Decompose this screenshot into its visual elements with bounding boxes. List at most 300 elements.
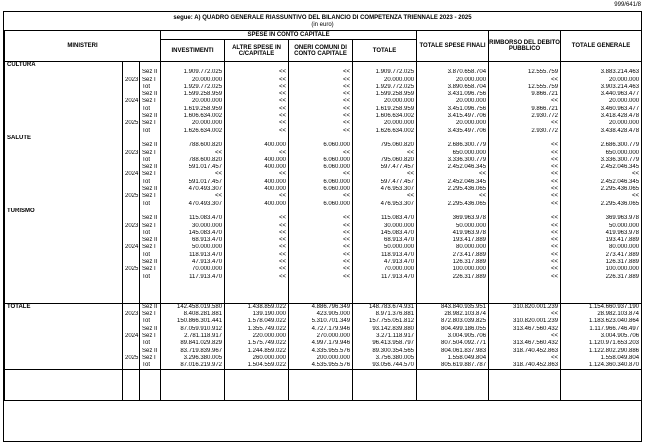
value-cell: << [225, 128, 289, 135]
empty-cell [123, 296, 140, 304]
value-cell: 150.866.301.441 [161, 318, 225, 325]
section-cell [140, 62, 161, 70]
value-cell: << [289, 91, 353, 98]
value-cell: 1.504.559.022 [225, 362, 289, 370]
value-cell: 126.317.889 [417, 259, 489, 266]
year-cell [123, 142, 140, 149]
value-cell: 1.244.859.022 [225, 348, 289, 355]
empty-cell [561, 288, 642, 295]
page-number: 999/641/8 [614, 2, 641, 8]
value-cell: 872.803.039.825 [417, 318, 489, 325]
ministero-cell [5, 164, 123, 171]
value-cell: << [489, 150, 561, 157]
value-cell: 1.619.258.959 [161, 106, 225, 113]
table-row [5, 69, 642, 76]
year-cell [123, 318, 140, 325]
value-cell: 400.000 [225, 186, 289, 193]
value-cell: 788.600.820 [161, 142, 225, 149]
value-cell: 795.060.820 [353, 142, 417, 149]
value-cell: 3.451.096.756 [417, 106, 489, 113]
value-cell: 93.056.744.570 [353, 362, 417, 370]
value-cell: 87.059.910.912 [161, 326, 225, 333]
ministero-cell [5, 333, 123, 340]
value-cell: 476.953.307 [353, 186, 417, 193]
section-cell: Sez I [140, 193, 161, 200]
table-row [5, 208, 642, 215]
header-spese-capitale: SPESE IN CONTO CAPITALE [161, 31, 417, 40]
year-cell [123, 348, 140, 355]
value-cell [225, 208, 289, 215]
value-cell: 80.000.000 [561, 244, 642, 251]
ministero-cell [5, 230, 123, 237]
year-cell: 2023 [123, 77, 140, 84]
spacer-row [5, 392, 642, 400]
empty-cell [489, 370, 561, 378]
table-row [5, 326, 642, 333]
value-cell: 804.061.837.983 [417, 348, 489, 355]
year-cell: 2024 [123, 98, 140, 105]
empty-cell [5, 385, 123, 392]
empty-cell [5, 378, 123, 385]
value-cell: 148.783.674.931 [353, 303, 417, 311]
value-cell: << [489, 266, 561, 273]
value-cell: 2.686.300.779 [417, 142, 489, 149]
header-ministeri: MINISTERI [5, 31, 161, 62]
year-cell: 2023 [123, 150, 140, 157]
ministero-cell [5, 193, 123, 200]
empty-cell [5, 370, 123, 378]
ministero-cell [5, 259, 123, 266]
value-cell: 50.000.000 [161, 244, 225, 251]
value-cell [417, 62, 489, 70]
value-cell: 476.953.307 [353, 201, 417, 208]
value-cell: 470.493.307 [161, 201, 225, 208]
value-cell: 2.781.118.917 [161, 333, 225, 340]
table-body-totale [5, 303, 642, 400]
value-cell: 50.000.000 [417, 223, 489, 230]
value-cell: << [417, 171, 489, 178]
value-cell: << [489, 237, 561, 244]
value-cell: 139.190.000 [225, 311, 289, 318]
value-cell [489, 208, 561, 215]
value-cell: 1.909.772.025 [161, 69, 225, 76]
value-cell: << [289, 252, 353, 259]
value-cell: 89.300.354.565 [353, 348, 417, 355]
value-cell: 70.000.000 [353, 266, 417, 273]
value-cell: 1.558.049.804 [417, 355, 489, 362]
empty-cell [353, 370, 417, 378]
empty-cell [140, 392, 161, 400]
year-cell: 2023 [123, 223, 140, 230]
section-cell: Sez I [140, 120, 161, 127]
section-cell: Sez II [140, 186, 161, 193]
empty-cell [161, 370, 225, 378]
value-cell: << [289, 128, 353, 135]
ministero-cell: CULTURA [5, 62, 123, 70]
value-cell: 4.535.955.576 [289, 362, 353, 370]
spacer-row [5, 288, 642, 295]
table-row [5, 106, 642, 113]
value-cell: 3.418.428.478 [561, 113, 642, 120]
year-cell [123, 128, 140, 135]
value-cell: 6.060.000 [289, 186, 353, 193]
ministero-cell [5, 91, 123, 98]
value-cell: 3.883.214.463 [561, 69, 642, 76]
value-cell: 126.317.889 [561, 259, 642, 266]
value-cell: << [289, 215, 353, 222]
empty-cell [123, 288, 140, 295]
value-cell: 313.467.560.432 [489, 340, 561, 347]
value-cell [489, 62, 561, 70]
value-cell: 28.982.103.874 [561, 311, 642, 318]
value-cell: 83.719.839.967 [161, 348, 225, 355]
value-cell: 1.558.049.804 [561, 355, 642, 362]
value-cell: 3.435.497.706 [417, 128, 489, 135]
value-cell: << [489, 77, 561, 84]
value-cell: 20.000.000 [561, 120, 642, 127]
header-totale: TOTALE [353, 40, 417, 62]
section-cell: Tot [140, 274, 161, 281]
value-cell: 87.016.219.972 [161, 362, 225, 370]
value-cell: << [289, 244, 353, 251]
section-cell: Sez I [140, 266, 161, 273]
empty-cell [161, 385, 225, 392]
ministero-cell [5, 77, 123, 84]
value-cell: << [489, 186, 561, 193]
section-cell: Sez I [140, 355, 161, 362]
table-row [5, 98, 642, 105]
empty-cell [353, 385, 417, 392]
value-cell: << [289, 106, 353, 113]
value-cell: << [289, 193, 353, 200]
year-cell [123, 237, 140, 244]
value-cell [561, 208, 642, 215]
value-cell: << [225, 77, 289, 84]
empty-cell [417, 296, 489, 304]
value-cell: 118.913.470 [353, 252, 417, 259]
empty-cell [140, 281, 161, 288]
value-cell: << [225, 274, 289, 281]
table-row [5, 340, 642, 347]
value-cell: 470.493.307 [161, 186, 225, 193]
value-cell: 6.060.000 [289, 201, 353, 208]
value-cell: << [225, 223, 289, 230]
year-cell [123, 84, 140, 91]
value-cell: << [225, 171, 289, 178]
value-cell: 12.555.759 [489, 84, 561, 91]
table-row [5, 193, 642, 200]
section-cell: Tot [140, 157, 161, 164]
value-cell: 157.755.051.812 [353, 318, 417, 325]
empty-cell [225, 296, 289, 304]
value-cell: 1.355.749.022 [225, 326, 289, 333]
empty-cell [489, 281, 561, 288]
empty-cell [123, 385, 140, 392]
empty-cell [289, 288, 353, 295]
empty-cell [161, 392, 225, 400]
value-cell [161, 135, 225, 142]
ministero-cell [5, 215, 123, 222]
year-cell [123, 157, 140, 164]
section-cell: Tot [140, 201, 161, 208]
value-cell: 70.000.000 [161, 266, 225, 273]
header-investimenti: INVESTIMENTI [161, 40, 225, 62]
value-cell: 1.117.966.746.497 [561, 326, 642, 333]
value-cell: << [353, 193, 417, 200]
value-cell: 419.963.978 [417, 230, 489, 237]
empty-cell [289, 370, 353, 378]
value-cell: 20.000.000 [417, 120, 489, 127]
value-cell: 1.154.660.937.190 [561, 303, 642, 311]
value-cell: 20.000.000 [161, 77, 225, 84]
section-cell: Tot [140, 362, 161, 370]
value-cell: << [225, 259, 289, 266]
section-cell: Sez II [140, 91, 161, 98]
section-cell: Sez I [140, 333, 161, 340]
empty-cell [417, 370, 489, 378]
value-cell: << [225, 193, 289, 200]
value-cell: 310.820.001.239 [489, 303, 561, 311]
ministero-cell [5, 179, 123, 186]
value-cell [489, 135, 561, 142]
ministero-cell [5, 157, 123, 164]
value-cell: << [225, 230, 289, 237]
document-subtitle: (in euro) [311, 22, 334, 28]
value-cell: 1.626.634.002 [161, 128, 225, 135]
empty-cell [353, 281, 417, 288]
empty-cell [561, 370, 642, 378]
header-rimborso: RIMBORSO DEL DEBITO PUBBLICO [489, 31, 561, 62]
section-cell: Sez II [140, 237, 161, 244]
empty-cell [289, 296, 353, 304]
value-cell: 650.000.000 [417, 150, 489, 157]
ministero-cell [5, 106, 123, 113]
section-cell: Tot [140, 230, 161, 237]
table-row [5, 62, 642, 70]
empty-cell [289, 392, 353, 400]
table-row [5, 91, 642, 98]
section-cell: Tot [140, 252, 161, 259]
value-cell: << [161, 193, 225, 200]
value-cell: << [225, 91, 289, 98]
ministero-cell [5, 223, 123, 230]
value-cell [289, 208, 353, 215]
table-row [5, 179, 642, 186]
value-cell: 1.120.971.653.203 [561, 340, 642, 347]
value-cell: 1.575.749.022 [225, 340, 289, 347]
spacer-row [5, 296, 642, 304]
value-cell: 115.083.470 [353, 215, 417, 222]
value-cell: 400.000 [225, 179, 289, 186]
table-row [5, 311, 642, 318]
table-row [5, 237, 642, 244]
value-cell: 260.000.000 [225, 355, 289, 362]
ministero-cell [5, 150, 123, 157]
value-cell: 2.295.436.065 [561, 186, 642, 193]
value-cell: 28.982.103.874 [417, 311, 489, 318]
ministero-cell [5, 340, 123, 347]
value-cell: 118.913.470 [161, 252, 225, 259]
value-cell: 1.124.360.340.870 [561, 362, 642, 370]
value-cell: << [289, 84, 353, 91]
value-cell [417, 135, 489, 142]
header-totale-finali: TOTALE SPESE FINALI [417, 31, 489, 62]
year-cell [123, 106, 140, 113]
ministero-cell: TOTALE [5, 303, 123, 311]
value-cell: 3.296.380.005 [161, 355, 225, 362]
value-cell: 591.017.457 [161, 164, 225, 171]
empty-cell [5, 296, 123, 304]
empty-cell [161, 296, 225, 304]
table-row [5, 171, 642, 178]
value-cell [161, 208, 225, 215]
value-cell: << [289, 150, 353, 157]
value-cell: 804.499.186.055 [417, 326, 489, 333]
value-cell: << [225, 150, 289, 157]
value-cell: 2.295.436.065 [417, 201, 489, 208]
empty-cell [123, 370, 140, 378]
value-cell: 20.000.000 [417, 98, 489, 105]
value-cell: << [489, 223, 561, 230]
value-cell: 400.000 [225, 164, 289, 171]
value-cell: 6.060.000 [289, 157, 353, 164]
empty-cell [225, 392, 289, 400]
value-cell: 1.619.258.959 [353, 106, 417, 113]
empty-cell [489, 288, 561, 295]
value-cell: << [161, 150, 225, 157]
ministero-cell [5, 69, 123, 76]
value-cell: 20.000.000 [353, 98, 417, 105]
value-cell: << [489, 98, 561, 105]
table-row [5, 259, 642, 266]
value-cell: 419.963.978 [561, 230, 642, 237]
ministero-cell: TURISMO [5, 208, 123, 215]
year-cell: 2025 [123, 120, 140, 127]
ministero-cell [5, 355, 123, 362]
value-cell: 6.060.000 [289, 164, 353, 171]
value-cell: 423.905.000 [289, 311, 353, 318]
value-cell: 30.000.000 [161, 223, 225, 230]
value-cell: 80.000.000 [417, 244, 489, 251]
year-cell [123, 62, 140, 70]
value-cell [289, 135, 353, 142]
value-cell: 2.452.046.345 [561, 164, 642, 171]
table-row [5, 318, 642, 325]
value-cell: 1.606.634.002 [353, 113, 417, 120]
ministero-cell [5, 266, 123, 273]
value-cell: 3.903.214.463 [561, 84, 642, 91]
value-cell: 795.060.820 [353, 157, 417, 164]
value-cell: 1.929.772.025 [353, 84, 417, 91]
value-cell: << [353, 150, 417, 157]
value-cell: 200.000.000 [289, 355, 353, 362]
value-cell: 117.913.470 [161, 274, 225, 281]
empty-cell [5, 281, 123, 288]
value-cell: 1.626.634.002 [353, 128, 417, 135]
value-cell: 1.122.802.290.886 [561, 348, 642, 355]
table-row [5, 84, 642, 91]
year-cell: 2024 [123, 171, 140, 178]
empty-cell [353, 378, 417, 385]
value-cell: << [489, 215, 561, 222]
section-cell: Tot [140, 128, 161, 135]
section-cell: Sez I [140, 223, 161, 230]
ministero-cell [5, 274, 123, 281]
value-cell: << [225, 120, 289, 127]
value-cell: << [225, 98, 289, 105]
value-cell: 1.929.772.025 [161, 84, 225, 91]
value-cell: 310.820.001.239 [489, 318, 561, 325]
empty-cell [353, 296, 417, 304]
value-cell: 318.740.452.863 [489, 348, 561, 355]
value-cell: << [289, 98, 353, 105]
ministero-cell [5, 237, 123, 244]
ministero-cell [5, 171, 123, 178]
value-cell: 3.890.658.704 [417, 84, 489, 91]
empty-cell [561, 385, 642, 392]
value-cell: 1.578.049.022 [225, 318, 289, 325]
year-cell [123, 113, 140, 120]
spacer-row [5, 281, 642, 288]
value-cell: << [289, 237, 353, 244]
ministero-cell: SALUTE [5, 135, 123, 142]
value-cell: << [489, 179, 561, 186]
value-cell: 270.000.000 [289, 333, 353, 340]
ministero-cell [5, 326, 123, 333]
table-row [5, 244, 642, 251]
empty-cell [140, 288, 161, 295]
section-cell: Sez II [140, 348, 161, 355]
value-cell: 597.477.457 [353, 179, 417, 186]
value-cell: 2.295.436.065 [417, 186, 489, 193]
section-cell: Tot [140, 318, 161, 325]
table-row [5, 120, 642, 127]
empty-cell [225, 288, 289, 295]
year-cell: 2024 [123, 244, 140, 251]
table-row [5, 333, 642, 340]
table-row [5, 164, 642, 171]
value-cell: << [489, 311, 561, 318]
empty-cell [225, 385, 289, 392]
value-cell: 1.599.258.959 [161, 91, 225, 98]
value-cell: 4.727.179.946 [289, 326, 353, 333]
value-cell: 3.756.380.005 [353, 355, 417, 362]
value-cell: 597.477.457 [353, 164, 417, 171]
empty-cell [417, 378, 489, 385]
empty-cell [123, 378, 140, 385]
value-cell: 4.997.179.946 [289, 340, 353, 347]
value-cell: << [289, 230, 353, 237]
value-cell: << [225, 84, 289, 91]
year-cell: 2025 [123, 266, 140, 273]
value-cell: 2.930.772 [489, 128, 561, 135]
value-cell: 650.000.000 [561, 150, 642, 157]
year-cell [123, 186, 140, 193]
value-cell [561, 62, 642, 70]
document-frame [3, 11, 642, 442]
empty-cell [417, 385, 489, 392]
value-cell: << [353, 171, 417, 178]
section-cell: Sez II [140, 303, 161, 311]
value-cell: 8.971.376.881 [353, 311, 417, 318]
value-cell: 2.930.772 [489, 113, 561, 120]
value-cell [289, 62, 353, 70]
value-cell: 145.083.470 [353, 230, 417, 237]
header-totale-generale: TOTALE GENERALE [561, 31, 642, 62]
value-cell: 68.913.470 [161, 237, 225, 244]
section-cell [140, 208, 161, 215]
value-cell: 20.000.000 [161, 120, 225, 127]
